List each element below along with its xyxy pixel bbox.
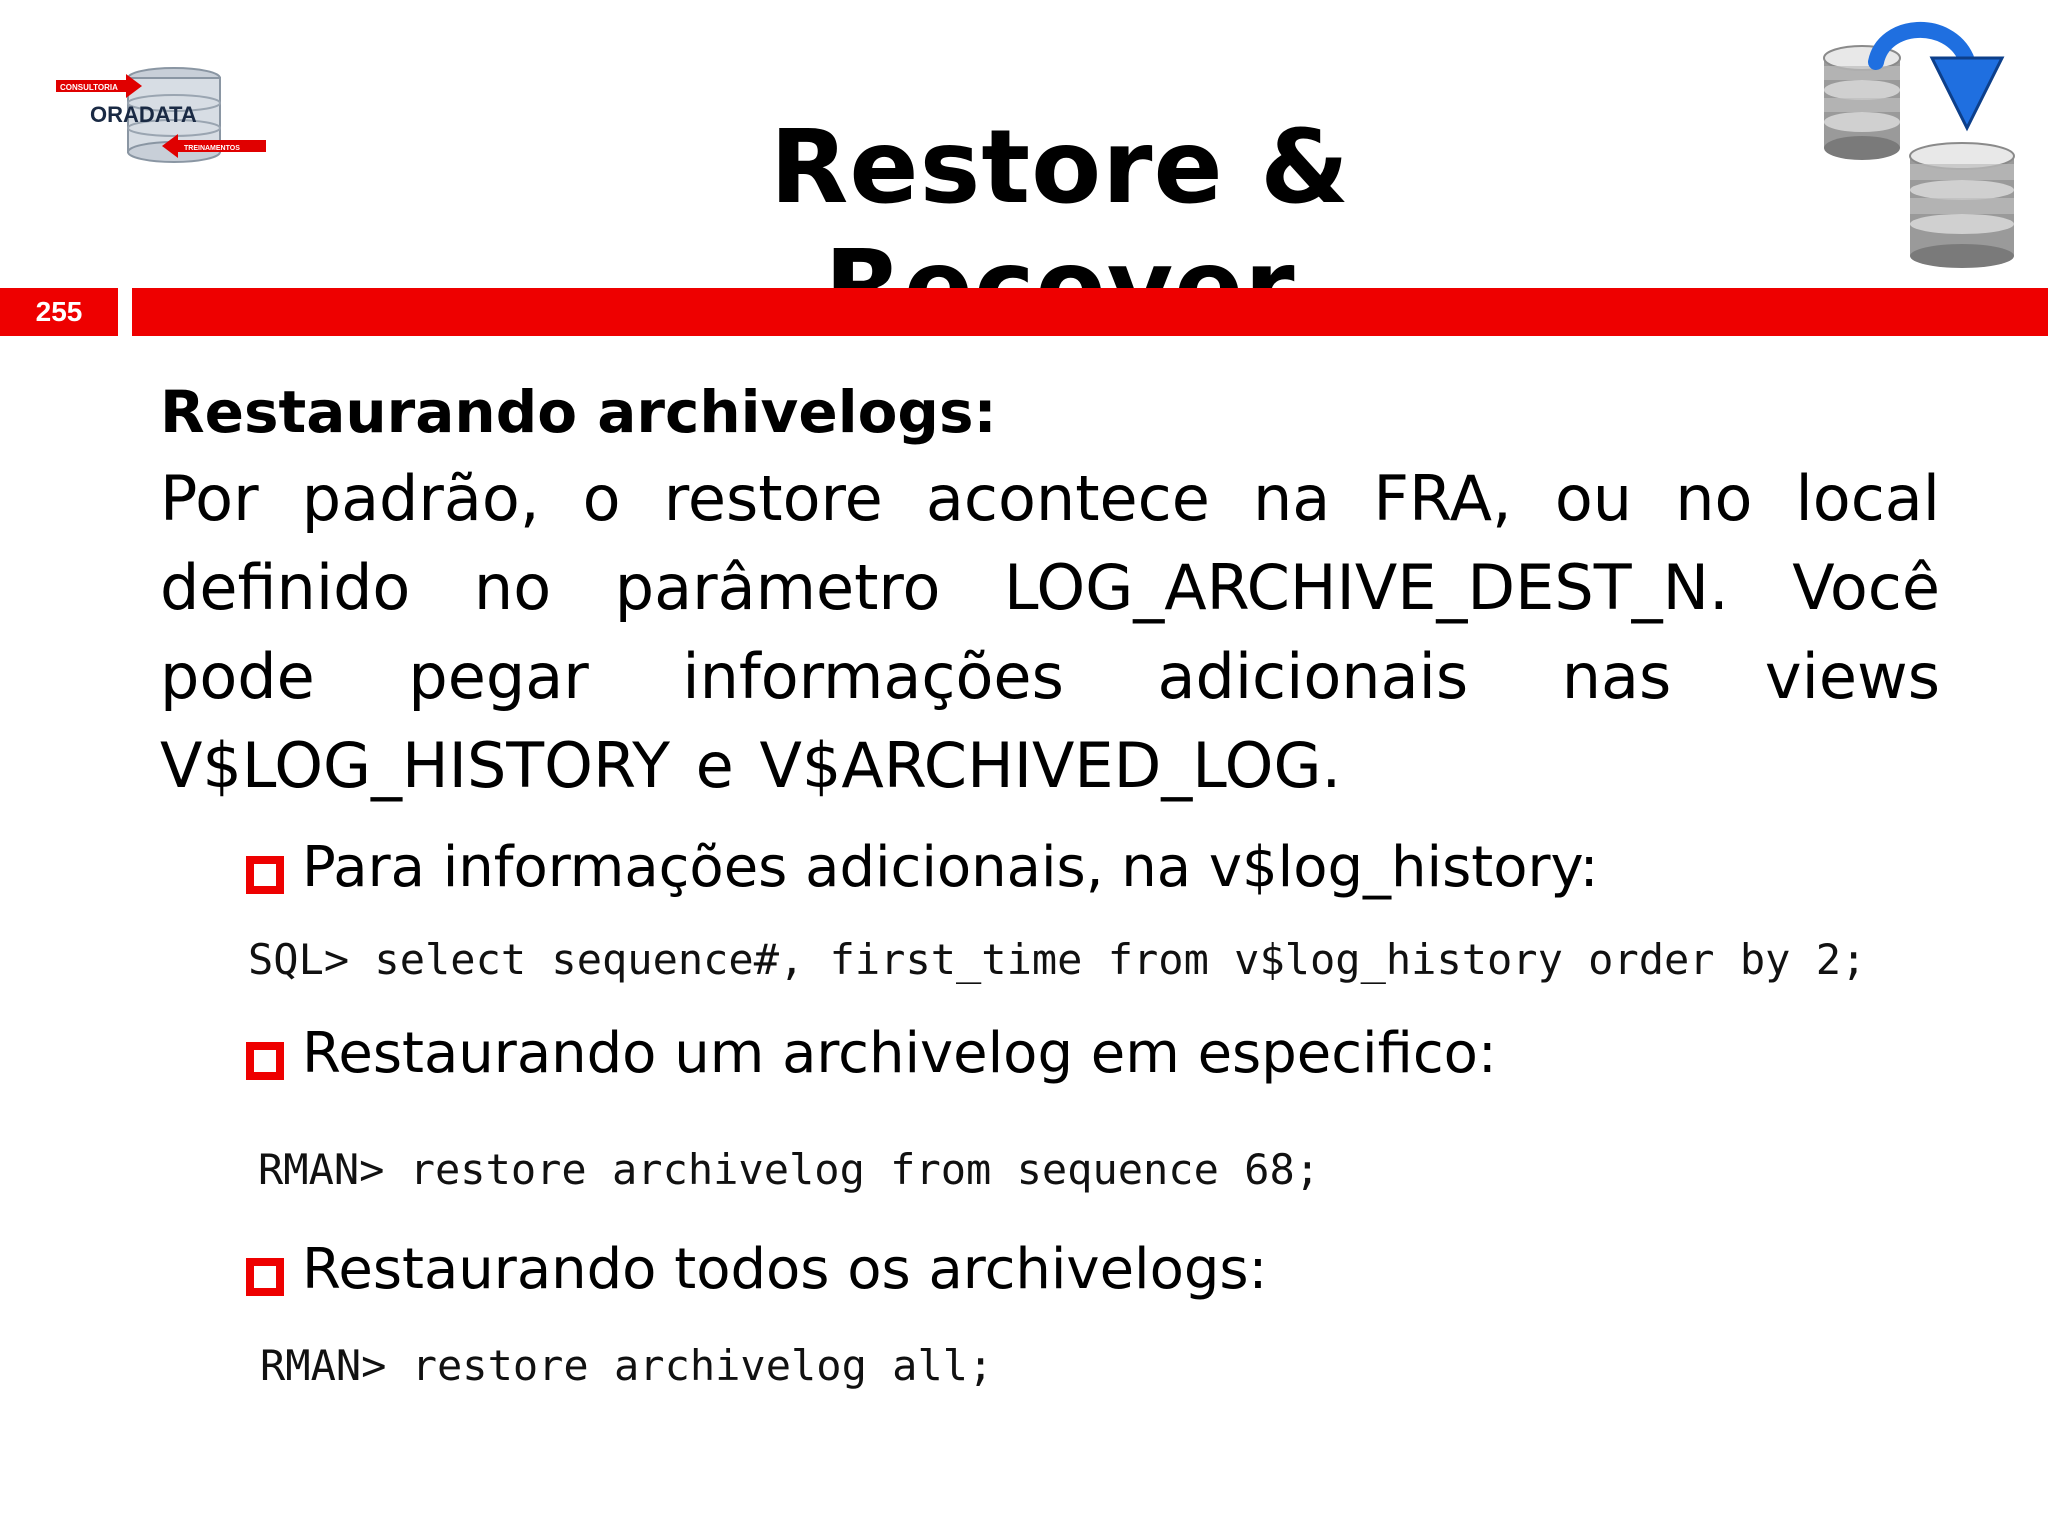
logo-name: ORADATA xyxy=(90,102,197,127)
bullet-item xyxy=(246,1228,1940,1312)
bullet-item xyxy=(246,1012,1940,1096)
logo-top-tag: CONSULTORIA xyxy=(60,83,118,92)
bullet-text: Para informações adicionais, na v$log_history: xyxy=(302,835,1599,900)
oradata-logo-graphic xyxy=(56,64,266,174)
header-divider-bar xyxy=(132,288,2048,336)
code-snippet: RMAN> restore archivelog from sequence 68; xyxy=(258,1145,1321,1194)
square-bullet-icon xyxy=(246,1258,284,1296)
slide-header xyxy=(0,0,2048,288)
slide-title: Restore & xyxy=(769,108,1351,227)
code-snippet: RMAN> restore archivelog all; xyxy=(260,1341,994,1390)
bullet-text: Restaurando todos os archivelogs: xyxy=(302,1237,1268,1302)
code-snippet: SQL> select sequence#, first_time from v$log_history order by 2; xyxy=(248,935,1867,984)
slide-number: 255 xyxy=(0,288,118,336)
oradata-logo xyxy=(56,64,266,174)
section-subtitle: Restaurando archivelogs: xyxy=(160,378,997,446)
square-bullet-icon xyxy=(246,1042,284,1080)
logo-bottom-tag: TREINAMENTOS xyxy=(184,145,240,152)
square-bullet-icon xyxy=(246,856,284,894)
source-database-icon xyxy=(1824,46,1900,160)
bullet-text: Restaurando um archivelog em especifico: xyxy=(302,1021,1497,1086)
slide-content xyxy=(160,370,1940,1396)
target-database-icon xyxy=(1910,143,2014,268)
intro-paragraph: Por padrão, o restore acontece na FRA, ou no local definido no parâmetro LOG_ARCHIVE_DEST_N. Você pode pegar informações adicionais nas views V$LOG_HISTORY e V$ARCHIVED_LOG. xyxy=(160,462,1940,802)
database-restore-icon xyxy=(1820,18,2020,268)
bullet-item xyxy=(246,826,1940,910)
